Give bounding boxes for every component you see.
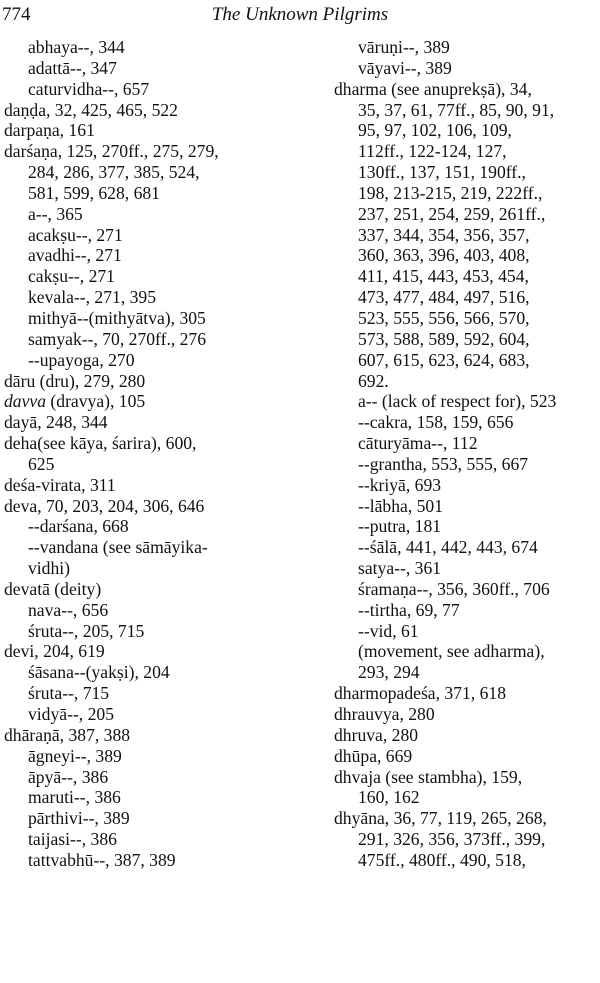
entry-text: deśa-virata, 311 xyxy=(4,474,116,495)
entry-text: --cakra, 158, 159, 656 xyxy=(358,412,514,433)
index-subentry xyxy=(4,245,296,266)
index-entry xyxy=(334,808,600,829)
entry-text: dhruva, 280 xyxy=(334,724,419,745)
entry-text: vāyavi--, 389 xyxy=(358,57,452,78)
entry-text: vidyā--, 205 xyxy=(28,704,114,724)
index-subentry xyxy=(334,850,600,871)
entry-text: --śālā, 441, 442, 443, 674 xyxy=(358,537,538,558)
index-subentry xyxy=(4,829,296,850)
entry-text: 360, 363, 396, 403, 408, xyxy=(358,245,530,266)
entry-text: --grantha, 553, 555, 667 xyxy=(358,453,529,474)
entry-text: 35, 37, 61, 77ff., 85, 90, 91, xyxy=(358,99,555,120)
entry-text: cakṣu--, 271 xyxy=(28,266,115,287)
index-subentry xyxy=(4,704,296,725)
entry-text: 473, 477, 484, 497, 516, xyxy=(358,287,530,308)
index-subentry xyxy=(4,662,296,683)
entry-text: 112ff., 122-124, 127, xyxy=(358,141,507,162)
index-entry xyxy=(334,767,600,788)
index-subentry xyxy=(334,454,600,475)
index-column-right xyxy=(334,37,600,871)
entry-text: deva, 70, 203, 204, 306, 646 xyxy=(4,495,205,516)
entry-text: 523, 555, 556, 566, 570, xyxy=(358,307,530,328)
entry-text: --putra, 181 xyxy=(358,516,442,537)
entry-text: 581, 599, 628, 681 xyxy=(28,182,160,203)
entry-text: deha(see kāya, śarira), 600, xyxy=(4,433,197,454)
running-title: The Unknown Pilgrims xyxy=(211,4,389,25)
index-subentry xyxy=(334,537,600,558)
entry-text: cāturyāma--, 112 xyxy=(358,433,478,454)
index-subentry xyxy=(334,350,600,371)
entry-text: --lābha, 501 xyxy=(358,495,444,516)
index-subentry xyxy=(4,287,296,308)
index-entry xyxy=(4,475,296,496)
index-entry xyxy=(4,391,296,412)
index-subentry xyxy=(334,787,600,808)
index-subentry xyxy=(334,433,600,454)
index-subentry xyxy=(4,308,296,329)
index-subentry xyxy=(334,496,600,517)
index-subentry xyxy=(334,579,600,600)
entry-text: mithyā--(mithyātva), 305 xyxy=(28,307,206,328)
entry-text: --kriyā, 693 xyxy=(358,474,442,495)
page-number: 774 xyxy=(2,4,31,25)
entry-text: pārthivi--, 389 xyxy=(28,808,130,829)
entry-text: dayā, 248, 344 xyxy=(4,412,108,433)
entry-text: dhvaja (see stambha), 159, xyxy=(334,766,523,787)
entry-text: dharma (see anuprekṣā), 34, xyxy=(334,78,532,99)
entry-text: 337, 344, 354, 356, 357, xyxy=(358,224,530,245)
index-subentry xyxy=(4,58,296,79)
entry-text: abhaya--, 344 xyxy=(28,37,125,57)
entry-text: avadhi--, 271 xyxy=(28,245,122,266)
index-subentry xyxy=(4,767,296,788)
entry-text: (movement, see adharma), xyxy=(358,641,545,662)
index-subentry xyxy=(334,641,600,662)
index-subentry xyxy=(4,516,296,537)
entry-text: 293, 294 xyxy=(358,662,420,683)
entry-text: tattvabhū--, 387, 389 xyxy=(28,849,176,870)
index-subentry xyxy=(334,662,600,683)
index-subentry xyxy=(4,266,296,287)
entry-text: 95, 97, 102, 106, 109, xyxy=(358,120,512,141)
index-subentry xyxy=(4,558,296,579)
entry-text: kevala--, 271, 395 xyxy=(28,287,157,308)
entry-text: --upayoga, 270 xyxy=(28,349,135,370)
index-entry xyxy=(4,433,296,454)
index-entry xyxy=(334,725,600,746)
index-subentry xyxy=(4,350,296,371)
entry-text: 625 xyxy=(28,453,55,474)
index-subentry xyxy=(4,683,296,704)
index-subentry xyxy=(334,329,600,350)
entry-text: dharmopadeśa, 371, 618 xyxy=(334,683,506,704)
index-subentry xyxy=(4,225,296,246)
entry-text: 607, 615, 623, 624, 683, xyxy=(358,349,530,370)
entry-text: śāsana--(yakṣi), 204 xyxy=(28,662,170,683)
index-subentry xyxy=(334,100,600,121)
index-entry xyxy=(4,371,296,392)
entry-text: śramaṇa--, 356, 360ff., 706 xyxy=(358,578,550,599)
index-subentry xyxy=(4,79,296,100)
index-subentry xyxy=(334,287,600,308)
index-entry xyxy=(334,79,600,100)
entry-text: dhūpa, 669 xyxy=(334,745,413,766)
index-entry xyxy=(334,704,600,725)
entry-text: --vandana (see sāmāyika- xyxy=(28,537,208,558)
index-subentry xyxy=(4,204,296,225)
entry-text: nava--, 656 xyxy=(28,599,109,620)
entry-text: śruta--, 715 xyxy=(28,683,110,704)
entry-text: dhāraṇā, 387, 388 xyxy=(4,724,131,745)
index-subentry xyxy=(4,850,296,871)
entry-text: 411, 415, 443, 453, 454, xyxy=(358,266,529,287)
index-entry xyxy=(4,120,296,141)
index-entry xyxy=(4,412,296,433)
index-subentry xyxy=(334,204,600,225)
entry-text: caturvidha--, 657 xyxy=(28,78,150,99)
entry-text: a-- (lack of respect for), 523 xyxy=(358,391,557,412)
index-subentry xyxy=(334,162,600,183)
index-subentry xyxy=(4,329,296,350)
entry-text: darpaṇa, 161 xyxy=(4,120,95,141)
index-subentry xyxy=(4,162,296,183)
entry-text: śruta--, 205, 715 xyxy=(28,620,145,641)
entry-text: vāruṇi--, 389 xyxy=(358,37,450,57)
entry-text: āpyā--, 386 xyxy=(28,766,109,787)
index-subentry xyxy=(334,141,600,162)
index-subentry xyxy=(4,746,296,767)
page-header xyxy=(0,4,600,30)
entry-text: maruti--, 386 xyxy=(28,787,121,808)
index-subentry xyxy=(4,787,296,808)
index-subentry xyxy=(334,120,600,141)
entry-text: devatā (deity) xyxy=(4,578,102,599)
index-column-left xyxy=(4,37,296,871)
entry-text: a--, 365 xyxy=(28,203,83,224)
index-entry xyxy=(4,725,296,746)
index-subentry xyxy=(334,391,600,412)
index-subentry xyxy=(334,516,600,537)
entry-text: daṇḍa, 32, 425, 465, 522 xyxy=(4,99,178,120)
entry-text: acakṣu--, 271 xyxy=(28,224,123,245)
italic-headword: davva xyxy=(4,391,47,412)
index-subentry xyxy=(4,454,296,475)
entry-text: dhrauvya, 280 xyxy=(334,704,435,724)
index-subentry xyxy=(334,183,600,204)
index-subentry xyxy=(334,245,600,266)
index-subentry xyxy=(334,412,600,433)
index-subentry xyxy=(334,371,600,392)
index-subentry xyxy=(4,808,296,829)
index-subentry xyxy=(334,829,600,850)
index-entry xyxy=(4,141,296,162)
entry-text: satya--, 361 xyxy=(358,558,442,579)
index-entry xyxy=(4,496,296,517)
entry-text: --tirtha, 69, 77 xyxy=(358,599,460,620)
index-entry xyxy=(4,579,296,600)
index-subentry xyxy=(4,537,296,558)
entry-text: 160, 162 xyxy=(358,787,420,808)
entry-text: devi, 204, 619 xyxy=(4,641,105,662)
index-subentry xyxy=(334,225,600,246)
index-entry xyxy=(334,746,600,767)
index-subentry xyxy=(334,558,600,579)
entry-text: 130ff., 137, 151, 190ff., xyxy=(358,162,526,183)
index-subentry xyxy=(334,37,600,58)
entry-text: (dravya), 105 xyxy=(46,391,146,412)
entry-text: 475ff., 480ff., 490, 518, xyxy=(358,849,526,870)
entry-text: dhyāna, 36, 77, 119, 265, 268, xyxy=(334,808,547,829)
entry-text: āgneyi--, 389 xyxy=(28,745,122,766)
entry-text: 291, 326, 356, 373ff., 399, xyxy=(358,829,546,850)
index-subentry xyxy=(334,308,600,329)
entry-text: 573, 588, 589, 592, 604, xyxy=(358,328,530,349)
entry-text: adattā--, 347 xyxy=(28,57,117,78)
entry-text: 284, 286, 377, 385, 524, xyxy=(28,162,200,183)
entry-text: --vid, 61 xyxy=(358,620,419,641)
index-subentry xyxy=(334,58,600,79)
index-entry xyxy=(334,683,600,704)
index-subentry xyxy=(334,266,600,287)
entry-text: darśaṇa, 125, 270ff., 275, 279, xyxy=(4,141,219,162)
index-entry xyxy=(4,100,296,121)
entry-text: 198, 213-215, 219, 222ff., xyxy=(358,182,543,203)
index-subentry xyxy=(4,37,296,58)
entry-text: --darśana, 668 xyxy=(28,516,129,537)
index-subentry xyxy=(4,600,296,621)
entry-text: vidhi) xyxy=(28,558,71,579)
entry-text: 237, 251, 254, 259, 261ff., xyxy=(358,203,546,224)
index-subentry xyxy=(334,475,600,496)
index-subentry xyxy=(334,621,600,642)
entry-text: samyak--, 70, 270ff., 276 xyxy=(28,328,207,349)
index-subentry xyxy=(334,600,600,621)
index-subentry xyxy=(4,621,296,642)
index-subentry xyxy=(4,183,296,204)
entry-text: 692. xyxy=(358,370,389,391)
entry-text: dāru (dru), 279, 280 xyxy=(4,370,146,391)
entry-text: taijasi--, 386 xyxy=(28,829,117,850)
index-entry xyxy=(4,641,296,662)
